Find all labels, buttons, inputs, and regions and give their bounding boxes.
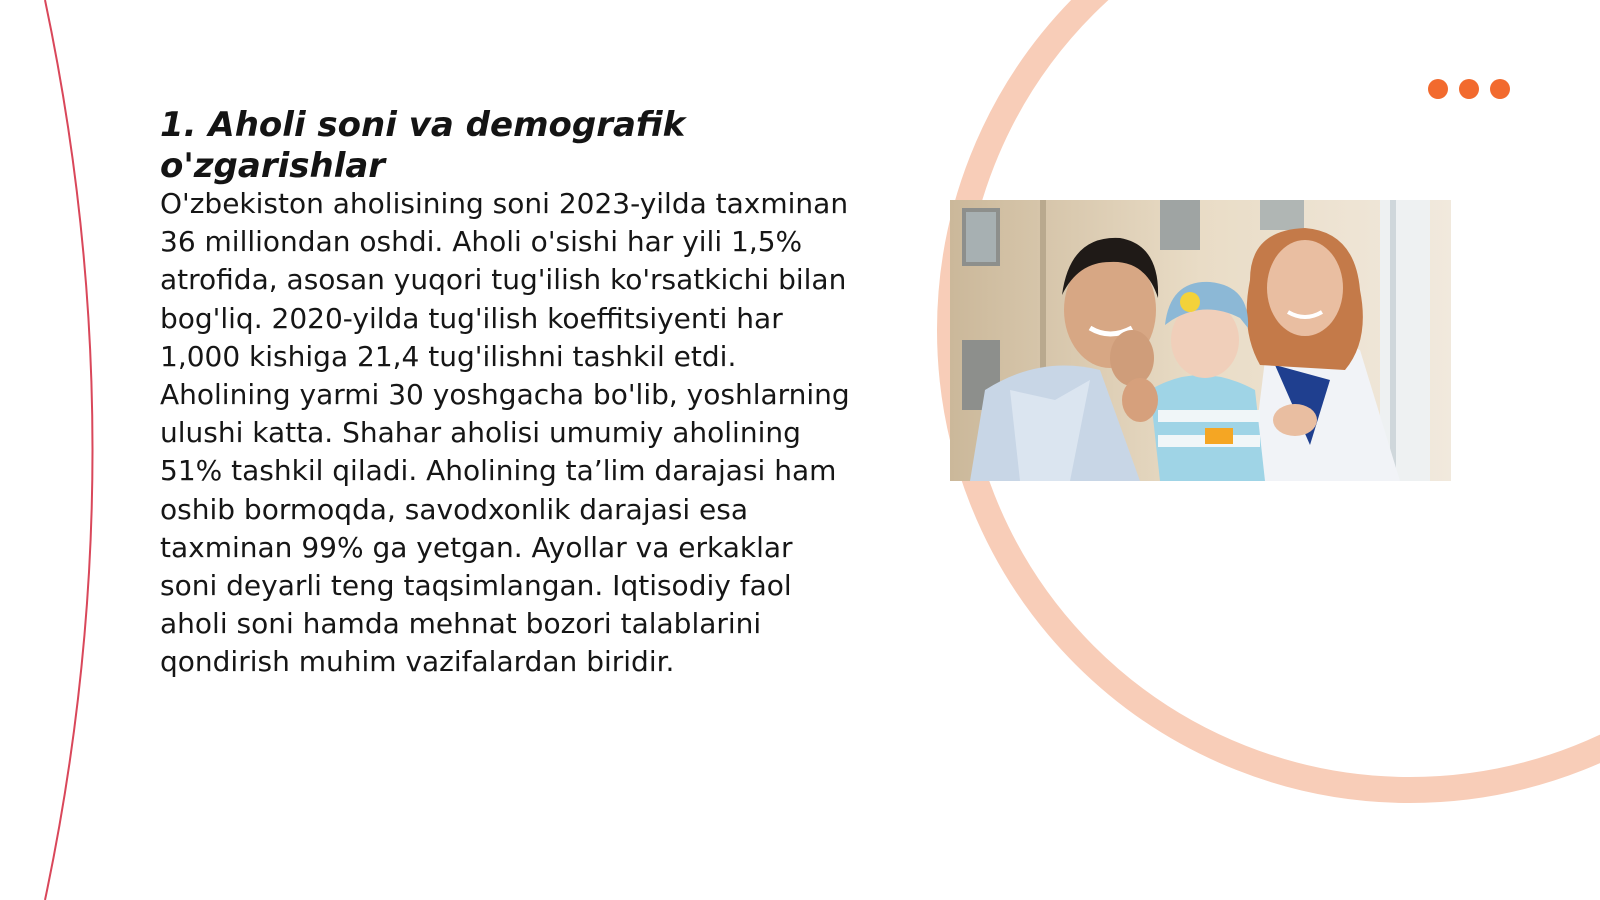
slide-body-text: O'zbekiston aholisining soni 2023-yilda taxminan 36 milliondan oshdi. Aholi o'sishi har yili 1,5% atrofida, asosan yuqori tug'ilish ko'rsatkichi bilan bog'liq. 2020-yilda tug'ilish koeffitsiyenti har 1,000 kishiga 21,4 tug'ilishni tashkil etdi. Aholining yarmi 30 yoshgacha bo'lib, yoshlarning ulushi katta. Shahar aholisi umumiy aholining 51% tashkil qiladi. Aholining ta’lim darajasi ham oshib bormoqda, savodxonlik darajasi esa taxminan 99% ga yetgan. Ayollar va erkaklar soni deyarli teng taqsimlangan. Iqtisodiy faol aholi soni hamda mehnat bozori talablarini qondirish muhim vazifalardan biridir. bbox=[160, 187, 850, 679]
slide-title: 1. Aholi soni va demografik o'zgarishlar bbox=[160, 105, 686, 186]
left-curve-line bbox=[45, 0, 93, 900]
dot bbox=[1459, 79, 1479, 99]
family-photo bbox=[950, 200, 1451, 481]
dot bbox=[1428, 79, 1448, 99]
dot bbox=[1490, 79, 1510, 99]
three-dots-icon bbox=[1428, 79, 1510, 99]
